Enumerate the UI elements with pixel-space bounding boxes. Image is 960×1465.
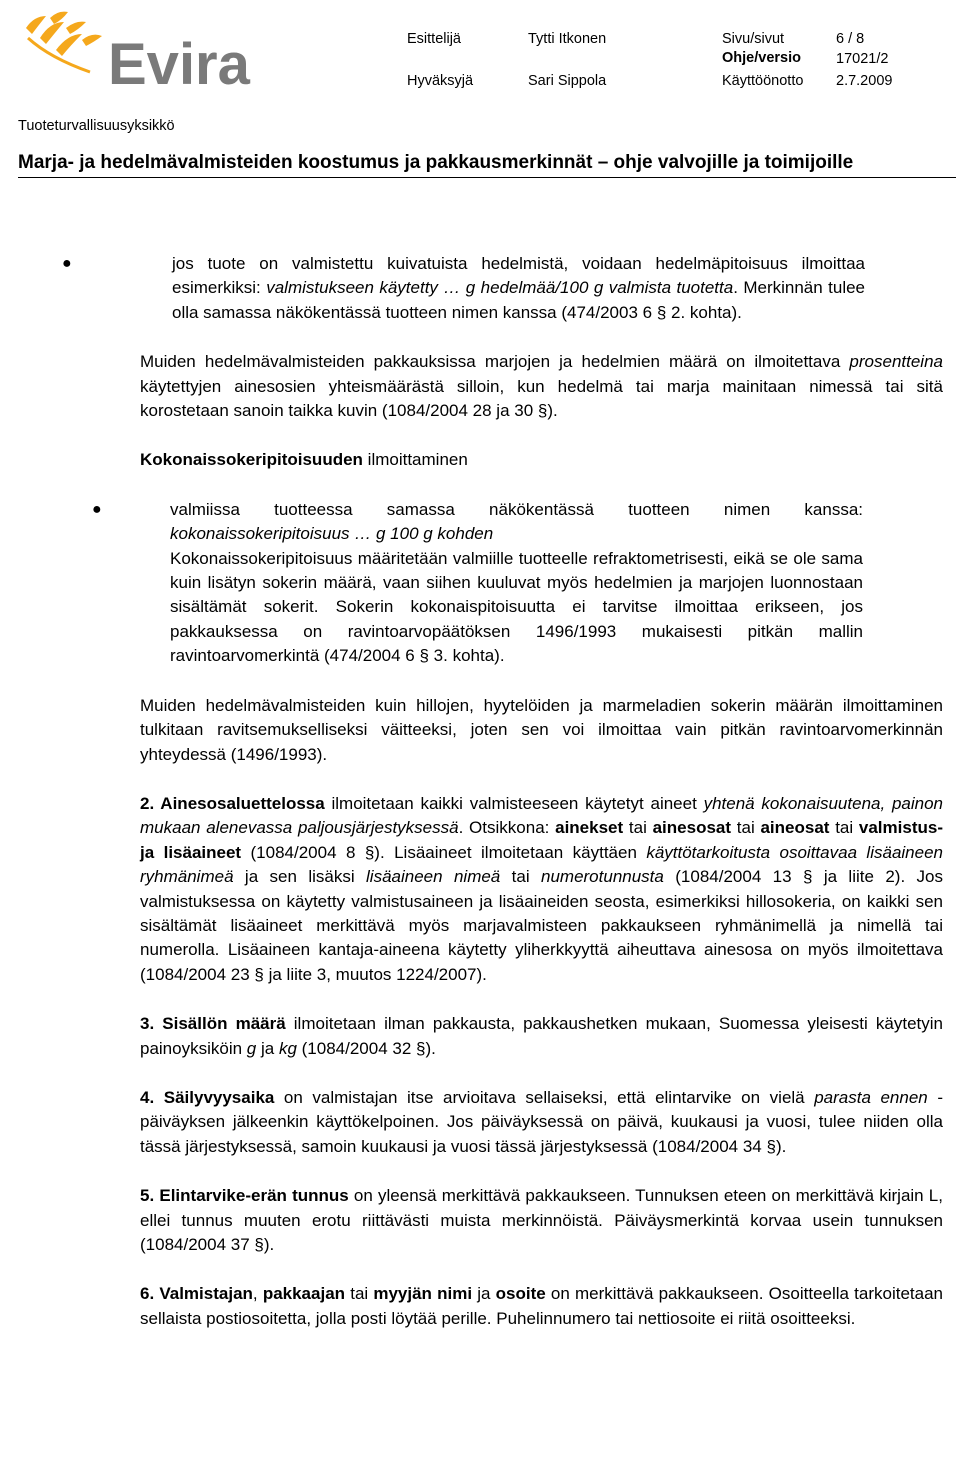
document-title: Marja- ja hedelmävalmisteiden koostumus ja pakkausmerkinnät – ohje valvojille ja toimijoille: [18, 152, 854, 173]
presenter-label: Esittelijä: [407, 31, 461, 47]
pages-label: Sivu/sivut: [722, 31, 785, 47]
version-label: Ohje/versio: [722, 50, 801, 66]
list-item: [62, 252, 943, 325]
list-item: [92, 498, 943, 669]
numbered-item-3: 3. Sisällön määrä ilmoitetaan ilman pakkausta, pakkaushetken mukaan, Suomessa yleisesti käytetyin painoyksiköin g ja kg (1084/2004 32 §).: [140, 1014, 943, 1058]
presenter-name: Tytti Itkonen: [528, 31, 607, 47]
numbered-item-4: 4. Säilyvyysaika on valmistajan itse arvioitava sellaiseksi, että elintarvike on vielä parasta ennen -päiväyksen jälkeenkin käyttökelpoinen. Jos päiväyksessä on päivä, kuukausi ja vuosi, tulee niiden olla tässä järjestyksessä, samoin kuukausi ja vuosi tässä järjestyksessä (1084/2004 34 §).: [140, 1087, 943, 1156]
unit-name: Tuoteturvallisuusyksikkö: [18, 118, 175, 134]
paragraph: Muiden hedelmävalmisteiden kuin hillojen, hyytelöiden ja marmeladien sokerin määrän ilmoittaminen tulkitaan ravitsemukselliseksi väitteeksi, joten sen voi ilmoittaa vain pitkän ravintoarvomerkinnän yhteydessä (1496/1993).: [140, 695, 943, 764]
bullet-icon: ●: [62, 255, 72, 272]
approver-name: Sari Sippola: [528, 73, 607, 89]
bullet-icon: ●: [92, 500, 102, 518]
header-divider: [18, 177, 956, 178]
bullet-text: jos tuote on valmistettu kuivatuista hedelmistä, voidaan hedelmäpitoisuus ilmoittaa esimerkiksi: valmistukseen käytetty … g hedelmää/100 g valmista tuotetta. Merkinnän tulee olla samassa näkökentässä tuotteen nimen kanssa (474/2003 6 § 2. kohta).: [172, 254, 866, 322]
adoption-label: Käyttöönotto: [722, 73, 804, 89]
adoption-date: 2.7.2009: [836, 73, 893, 89]
numbered-item-5: 5. Elintarvike-erän tunnus on yleensä merkittävä pakkaukseen. Tunnuksen eteen on merkittävä kirjain L, ellei tunnus muuten erotu riittävästi muista merkinnöistä. Päiväysmerkintä korvaa usein tunnuksen (1084/2004 37 §).: [140, 1186, 943, 1254]
evira-logo: [20, 8, 275, 96]
section-sign: §: [656, 302, 667, 322]
approver-label: Hyväksyjä: [407, 73, 474, 89]
pages-value: 6 / 8: [836, 31, 865, 47]
bullet-text: valmiissa tuotteessa samassa näkökentässä tuotteen nimen kanssa: kokonaissokeripitoisuus … g 100 g kohden Kokonaissokeripitoisuus määritetään valmiille tuotteelle refraktometrisesti, eikä se ole sama kuin lisätyn sokerin määrä, vaan siihen kuuluvat myös hedelmien ja marjojen luonnostaan sisältämät sokerit. Sokerin kokonaispitoisuutta ei tarvitse ilmoittaa erikseen, jos pakkauksessa on ravintoarvopäätöksen 1496/1993 mukaisesti pitkän mallin ravintoarvomerkintä (474/2004 6 § 3. kohta).: [170, 499, 863, 666]
version-value: 17021/2: [836, 51, 889, 67]
logo-text: Evira: [108, 32, 250, 96]
paragraph: Muiden hedelmävalmisteiden pakkauksissa marjojen ja hedelmien määrä on ilmoitettava prosentteina käytettyjen ainesosien yhteismäärästä silloin, kun hedelmä tai marja mainitaan nimessä tai sitä korostetaan sanoin taikka kuvin (1084/2004 28 ja 30 §).: [140, 352, 943, 421]
section-heading: Kokonaissokeripitoisuuden ilmoittaminen: [140, 450, 468, 470]
numbered-item-6: 6. Valmistajan, pakkaajan tai myyjän nimi ja osoite on merkittävä pakkaukseen. Osoitteella tarkoitetaan sellaista postiosoitetta, jolla posti löytää perille. Puhelinnumero tai nettiosoite ei riitä osoitteeksi.: [140, 1284, 943, 1328]
numbered-item-2: 2. Ainesosaluettelossa ilmoitetaan kaikki valmisteeseen käytetyt aineet yhtenä kokonaisuutena, painon mukaan alenevassa paljousjärjestyksessä. Otsikkona: ainekset tai ainesosat tai aineosat tai valmistus- ja lisäaineet (1084/2004 8 §). Lisäaineet ilmoitetaan käyttäen käyttötarkoitusta osoittavaa lisäaineen ryhmänimeä ja sen lisäksi lisäaineen nimeä tai numerotunnusta (1084/2004 13 § ja liite 2). Jos valmistuksessa on käytetty valmistusaineen ja lisäaineiden seosta, esimerkiksi hillosokeria, on kaikki sen sisältämät lisäaineet merkittävä myös marjavalmisteen pakkaukseen ryhmänimellä ja nimellä tai numerolla. Lisäaineen kantaja-aineena käytetty yliherkkyyttä aiheuttava ainesosa on myös ilmoitettava (1084/2004 23 § ja liite 3, muutos 1224/2007).: [140, 793, 944, 984]
document-body: [62, 252, 944, 1356]
logo-wheat-icon: [26, 12, 102, 72]
